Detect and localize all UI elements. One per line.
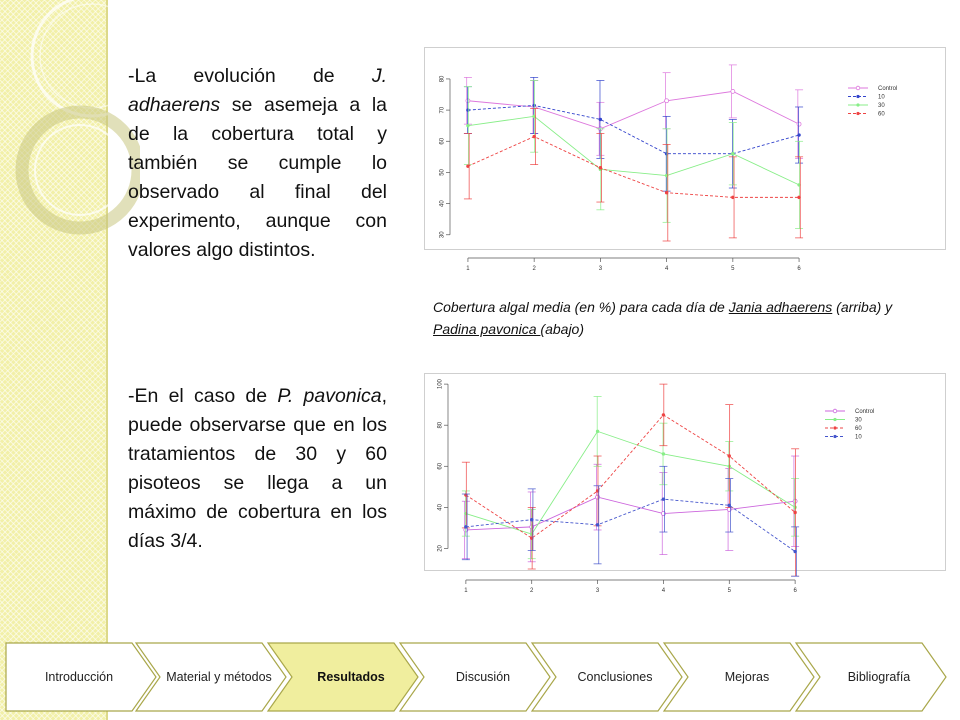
data-point (466, 99, 470, 103)
y-tick-label: 20 (437, 545, 444, 552)
data-point (596, 523, 599, 526)
ring-upper (32, 0, 140, 116)
data-point (466, 124, 469, 127)
ring-upper-inner (40, 4, 140, 108)
caption-species-jania: Jania adhaerens (728, 299, 833, 315)
legend-label: 10 (855, 434, 862, 441)
data-point (662, 413, 665, 416)
nav-item-discusion[interactable]: Discusión (455, 670, 511, 684)
data-point (731, 152, 734, 155)
y-tick-label: 40 (437, 504, 444, 511)
data-point (530, 518, 533, 521)
legend-marker (856, 95, 859, 98)
data-point (728, 465, 731, 468)
nav-item-resultados[interactable]: Resultados (317, 670, 385, 684)
paragraph-padina-part2: , puede observarse que en los tratamientos de 30 y 60 pisoteos se llega a un máximo de cobertura en los días 3/4. (128, 385, 388, 552)
y-tick-label: 80 (439, 75, 446, 83)
data-point (532, 135, 535, 138)
x-tick-label: 1 (464, 588, 468, 594)
data-point (793, 499, 797, 503)
legend-marker (856, 112, 859, 115)
y-tick-label: 70 (439, 106, 446, 114)
legend-marker (856, 86, 860, 90)
ring-lower-inner (35, 125, 125, 215)
nav-item-bibliografia[interactable]: Bibliografía (847, 670, 911, 684)
data-point (797, 122, 801, 126)
species-jania-italic: J. adhaerens (128, 65, 387, 116)
figure-caption (433, 296, 903, 340)
x-tick-label: 2 (532, 266, 536, 272)
caption-part3: (abajo) (540, 321, 585, 337)
series-line (468, 105, 799, 153)
data-point (662, 452, 665, 455)
x-tick-label: 5 (727, 588, 731, 594)
data-point (731, 89, 735, 93)
x-tick-label: 4 (661, 588, 666, 594)
legend-marker (856, 103, 859, 106)
caption-part2: (arriba) y (832, 299, 893, 315)
data-point (793, 511, 796, 514)
data-point (731, 196, 734, 199)
paragraph-padina (128, 382, 387, 556)
data-point (662, 497, 665, 500)
legend-label: Control (878, 86, 898, 92)
species-padina-italic: P. pavonica (277, 385, 382, 407)
nav-item-mejoras[interactable]: Mejoras (724, 670, 770, 684)
data-point (599, 118, 602, 121)
paragraph-padina-part1: -En el caso de (128, 385, 278, 407)
x-tick-label: 5 (731, 266, 735, 272)
y-tick-label: 50 (439, 169, 446, 176)
legend-marker (833, 435, 836, 438)
nav-item-material-metodos[interactable]: Material y métodos (166, 670, 272, 684)
x-tick-label: 1 (466, 266, 470, 272)
legend-label: 60 (878, 111, 885, 118)
section-navigation (0, 641, 960, 713)
data-point (466, 165, 469, 168)
x-tick-label: 3 (598, 266, 603, 272)
data-point (728, 454, 731, 457)
paragraph-jania-part1: -La evolución de (128, 65, 372, 87)
y-tick-label: 100 (437, 379, 444, 390)
data-point (797, 133, 800, 136)
data-point (532, 104, 535, 107)
y-tick-label: 30 (439, 231, 446, 239)
data-point (793, 550, 796, 553)
series-line (466, 497, 795, 530)
series-line (468, 137, 799, 198)
legend-label: 30 (855, 417, 862, 424)
data-point (665, 99, 669, 103)
data-point (797, 196, 800, 199)
legend-label: Control (855, 409, 875, 415)
decorative-rings (0, 0, 140, 320)
data-point (466, 108, 469, 111)
x-tick-label: 6 (797, 266, 801, 272)
data-point (599, 166, 602, 169)
legend-label: 30 (878, 103, 885, 109)
x-tick-label: 3 (595, 588, 600, 594)
chart-padina-svg (425, 374, 945, 599)
data-point (464, 525, 467, 528)
x-tick-label: 2 (530, 588, 534, 594)
y-tick-label: 80 (437, 421, 444, 429)
paragraph-jania (128, 62, 387, 265)
legend-label: 10 (878, 94, 885, 101)
series-line (468, 116, 799, 185)
legend-marker (833, 418, 836, 421)
caption-species-padina: Padina pavonica (433, 321, 541, 337)
data-point (665, 191, 668, 194)
data-point (596, 430, 599, 433)
nav-item-conclusiones[interactable]: Conclusiones (577, 670, 653, 684)
chart-jania-svg (425, 48, 945, 278)
legend-label: 60 (855, 426, 862, 432)
nav-item-introduccion[interactable]: Introducción (44, 670, 114, 684)
chart-jania-adhaerens (424, 47, 946, 272)
caption-part1: Cobertura algal media (en %) para cada día de (433, 299, 729, 315)
series-line (466, 431, 795, 534)
data-point (728, 504, 731, 507)
y-tick-label: 60 (439, 137, 446, 145)
x-tick-label: 4 (664, 266, 669, 272)
x-tick-label: 6 (793, 588, 797, 594)
series-line (468, 91, 799, 128)
ring-lower (22, 112, 138, 228)
paragraph-jania-part2: se asemeja a la de la cobertura total y también se cumple lo observado al final del experimento, aunque con valores algo distintos. (128, 94, 387, 261)
legend-marker (833, 426, 836, 429)
y-tick-label: 60 (437, 462, 444, 470)
legend-marker (833, 409, 837, 413)
y-tick-label: 40 (439, 200, 446, 207)
chart-padina-pavonica (424, 373, 946, 594)
data-point (793, 506, 796, 509)
